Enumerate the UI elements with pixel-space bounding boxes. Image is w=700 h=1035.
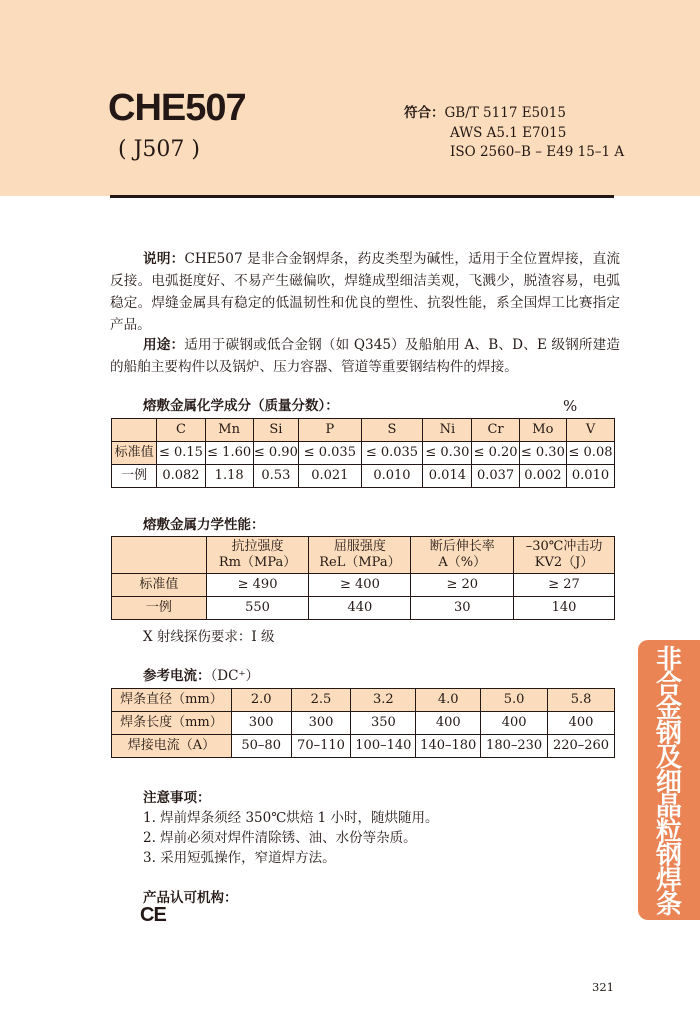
notes-title: 注意事项： [143, 790, 211, 806]
table-cell: 2.5 [291, 689, 351, 712]
category-side-text [638, 645, 700, 920]
table-cell: ≤ 0.08 [567, 442, 615, 465]
header-cell: Mn [205, 419, 253, 442]
header-cell: S [361, 419, 423, 442]
header-line: 抗拉强度 [231, 539, 284, 554]
table-cell: ≤ 0.035 [299, 442, 361, 465]
certification-title: 产品认可机构： [143, 890, 238, 906]
header-band [0, 0, 700, 196]
side-tab-char: 粒 [655, 816, 682, 847]
table-cell: ≤ 1.60 [205, 442, 253, 465]
header-cell [309, 537, 411, 574]
table-cell: 400 [548, 712, 615, 735]
header-cell: Si [253, 419, 299, 442]
table-cell: 3.2 [351, 689, 416, 712]
table-cell: 400 [416, 712, 481, 735]
table-cell: 140–180 [416, 735, 481, 758]
header-cell: V [567, 419, 615, 442]
table-cell: 400 [481, 712, 548, 735]
table-cell: ≥ 27 [514, 574, 615, 597]
table-cell: 550 [206, 597, 309, 620]
usage-label: 用途： [143, 337, 185, 353]
table-cell: 300 [231, 712, 291, 735]
xray-note: X 射线探伤要求：I 级 [143, 629, 275, 645]
table-cell: 0.010 [361, 465, 423, 488]
table-row [112, 442, 615, 465]
table-cell: 0.082 [157, 465, 205, 488]
header-line: A（%） [438, 555, 487, 570]
table-cell: 140 [514, 597, 615, 620]
row-header-cell: 焊条直径（mm） [112, 689, 232, 712]
header-line: Rm（MPa） [218, 555, 297, 570]
header-line: ReL（MPa） [319, 555, 401, 570]
header-cell: C [157, 419, 205, 442]
side-tab-char: 晶 [655, 792, 682, 822]
standard-line: ISO 2560–B – E49 15–1 A [450, 144, 625, 160]
header-divider [110, 195, 614, 198]
table-cell: 70–110 [291, 735, 351, 758]
chemical-unit: % [563, 397, 578, 415]
header-cell [514, 537, 615, 574]
chemical-table [111, 418, 615, 488]
table-cell: 0.014 [423, 465, 472, 488]
row-header-cell: 标准值 [112, 442, 157, 465]
table-row [112, 689, 615, 712]
current-title-text: 参考电流： [143, 668, 211, 684]
category-side-tab [638, 640, 700, 920]
side-tab-char: 条 [655, 890, 682, 920]
side-tab-char: 细 [655, 767, 682, 798]
table-cell: 0.010 [567, 465, 615, 488]
row-header-cell: 一例 [112, 465, 157, 488]
table-cell: 1.18 [205, 465, 253, 488]
side-tab-char: 及 [655, 743, 682, 773]
table-header-row [112, 537, 615, 574]
description-paragraph [110, 248, 620, 336]
standards-label: 符合： [404, 105, 445, 121]
mechanical-title: 熔敷金属力学性能： [143, 517, 265, 533]
table-cell: 5.8 [548, 689, 615, 712]
table-cell: ≥ 20 [411, 574, 514, 597]
note-item: 2. 焊前必须对焊件清除锈、油、水份等杂质。 [143, 830, 417, 846]
header-cell [112, 419, 157, 442]
mechanical-table [111, 536, 615, 620]
table-cell: 300 [291, 712, 351, 735]
product-title: CHE507 [108, 87, 246, 129]
table-cell: 4.0 [416, 689, 481, 712]
side-tab-char: 金 [655, 694, 682, 724]
description-text: CHE507 是非合金钢焊条，药皮类型为碱性，适用于全位置焊接，直流反接。电弧挺度好、不易产生磁偏吹，焊缝成型细洁美观，飞溅少，脱渣容易，电弧稳定。焊缝金属具有稳定的低温韧性和优良的塑性、抗裂性能，系全国焊工比赛指定产品。 [110, 251, 621, 333]
row-header-cell: 一例 [112, 597, 207, 620]
table-cell: 220–260 [548, 735, 615, 758]
current-table [111, 688, 615, 758]
table-row [112, 735, 615, 758]
header-line: –30℃冲击功 [525, 539, 603, 554]
note-item: 3. 采用短弧操作，窄道焊方法。 [143, 850, 336, 866]
row-header-cell: 标准值 [112, 574, 207, 597]
header-cell [206, 537, 309, 574]
table-cell: 440 [309, 597, 411, 620]
usage-paragraph [110, 334, 620, 378]
standard-line [404, 104, 624, 124]
table-cell: ≤ 0.30 [519, 442, 566, 465]
current-title [143, 667, 259, 685]
table-cell: ≥ 490 [206, 574, 309, 597]
notes-section [143, 788, 439, 868]
header-line: KV2（J） [534, 555, 594, 570]
header-cell [411, 537, 514, 574]
table-cell: ≤ 0.30 [423, 442, 472, 465]
table-cell: 2.0 [231, 689, 291, 712]
table-cell: 100–140 [351, 735, 416, 758]
table-cell: 0.53 [253, 465, 299, 488]
current-title-suffix: （DC⁺） [210, 668, 260, 684]
table-cell: 50–80 [231, 735, 291, 758]
table-header-row [112, 419, 615, 442]
product-subtitle: ( J507 ) [118, 137, 200, 162]
header-line: 断后伸长率 [429, 539, 495, 554]
side-tab-char: 钢 [655, 718, 682, 749]
ce-mark: CE [140, 904, 166, 926]
table-cell: ≥ 400 [309, 574, 411, 597]
table-cell: ≤ 0.20 [472, 442, 519, 465]
header-line: 屈服强度 [333, 539, 386, 554]
table-row [112, 597, 615, 620]
usage-text: 适用于碳钢或低合金钢（如 Q345）及船舶用 A、B、D、E 级钢所建造的船舶主要构件以及锅炉、压力容器、管道等重要钢结构件的焊接。 [110, 337, 621, 375]
header-cell: Mo [519, 419, 566, 442]
row-header-cell: 焊条长度（mm） [112, 712, 232, 735]
standards-block [404, 104, 624, 163]
header-cell: P [299, 419, 361, 442]
table-row [112, 574, 615, 597]
header-cell [112, 537, 207, 574]
table-cell: 180–230 [481, 735, 548, 758]
side-tab-char: 钢 [655, 841, 682, 871]
table-cell: 350 [351, 712, 416, 735]
table-cell: ≤ 0.15 [157, 442, 205, 465]
description-label: 说明： [143, 251, 185, 267]
table-cell: ≤ 0.90 [253, 442, 299, 465]
table-cell: 0.002 [519, 465, 566, 488]
side-tab-char: 非 [655, 645, 682, 675]
header-cell: Cr [472, 419, 519, 442]
chemical-title: 熔敷金属化学成分（质量分数）： [143, 398, 339, 414]
table-cell: 5.0 [481, 689, 548, 712]
page-number: 321 [592, 980, 614, 994]
side-tab-char: 合 [655, 669, 682, 700]
header-cell: Ni [423, 419, 472, 442]
table-cell: ≤ 0.035 [361, 442, 423, 465]
table-row [112, 712, 615, 735]
standard-line: AWS A5.1 E7015 [450, 124, 567, 141]
table-cell: 0.037 [472, 465, 519, 488]
note-item: 1. 焊前焊条须经 350℃烘焙 1 小时，随烘随用。 [143, 810, 439, 826]
side-tab-char: 焊 [655, 865, 682, 896]
row-header-cell: 焊接电流（A） [112, 735, 232, 758]
standard-value: GB/T 5117 E5015 [444, 105, 566, 121]
table-cell: 0.021 [299, 465, 361, 488]
table-cell: 30 [411, 597, 514, 620]
table-row [112, 465, 615, 488]
